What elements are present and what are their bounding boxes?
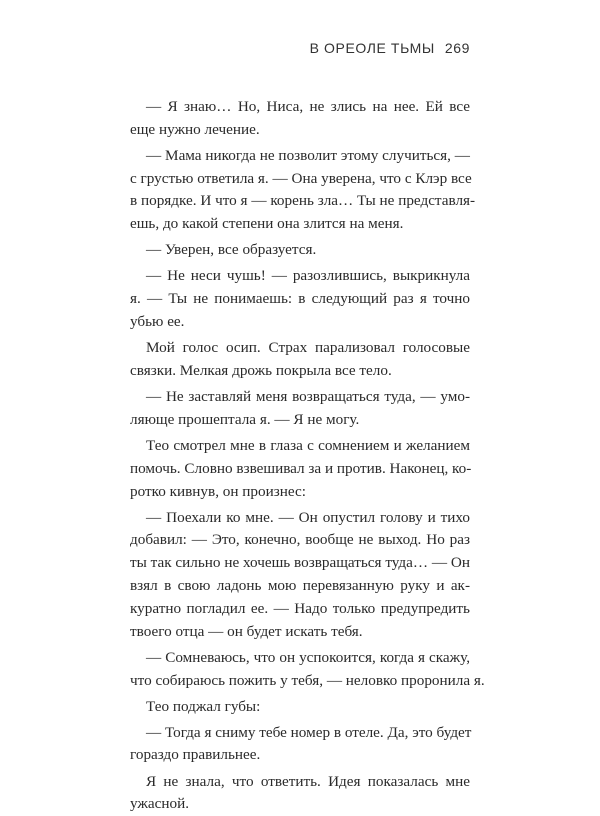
text-line: Тео поджал губы: <box>146 697 261 715</box>
text-line: — Не заставляй меня возвращаться туда, — умо- <box>146 388 470 406</box>
text-line: — Я знаю… Но, Ниса, не злись на нее. Ей все <box>146 98 470 115</box>
page-body <box>130 96 485 816</box>
page-number: 269 <box>444 40 470 56</box>
text-line: — Тогда я сниму тебе номер в отеле. Да, это будет <box>146 723 472 741</box>
text-line: взял в свою ладонь мою перевязанную руку и ак- <box>130 577 470 595</box>
text-line: ужасной. <box>130 795 190 813</box>
text-line: куратно погладил ее. — Надо только предупредить <box>130 599 470 617</box>
text-line: — Уверен, все образуется. <box>146 241 317 259</box>
text-line: — Не неси чушь! — разозлившись, выкрикнула <box>146 267 470 285</box>
text-line: ляюще прошептала я. — Я не могу. <box>130 410 360 428</box>
text-line: — Мама никогда не позволит этому случиться, — <box>146 146 470 164</box>
text-line: связки. Мелкая дрожь покрыла все тело. <box>130 361 392 379</box>
text-line: Я не знала, что ответить. Идея показалась мне <box>146 772 470 790</box>
text-line: ешь, до какой степени она злится на меня. <box>130 215 404 233</box>
text-line: я. — Ты не понимаешь: в следующий раз я точно <box>130 290 470 308</box>
text-line: — Поехали ко мне. — Он опустил голову и тихо <box>146 508 470 526</box>
text-line: гораздо правильнее. <box>130 746 261 764</box>
book-title: В ОРЕОЛЕ ТЬМЫ <box>309 40 435 56</box>
text-line: помочь. Словно взвешивал за и против. Наконец, ко- <box>130 459 472 477</box>
text-line: — Сомневаюсь, что он успокоится, когда я скажу, <box>146 648 470 666</box>
text-line: Мой голос осип. Страх парализовал голосовые <box>146 339 470 357</box>
text-line: ты так сильно не хочешь возвращаться туда… — Он <box>130 554 470 572</box>
text-line: еще нужно лечение. <box>130 120 260 138</box>
text-line: твоего отца — он будет искать тебя. <box>130 622 363 640</box>
text-line: с грустью ответила я. — Она уверена, что с Клэр все <box>130 169 472 187</box>
text-line: ротко кивнув, он произнес: <box>130 482 306 500</box>
text-line: добавил: — Это, конечно, вообще не выход. Но раз <box>130 531 470 549</box>
text-line: что собираюсь пожить у тебя, — неловко проронила я. <box>130 671 485 689</box>
text-line: убью ее. <box>130 313 185 331</box>
text-line: в порядке. И что я — корень зла… Ты не представля- <box>130 192 476 210</box>
text-line: Тео смотрел мне в глаза с сомнением и желанием <box>146 436 470 454</box>
running-header <box>0 40 470 56</box>
